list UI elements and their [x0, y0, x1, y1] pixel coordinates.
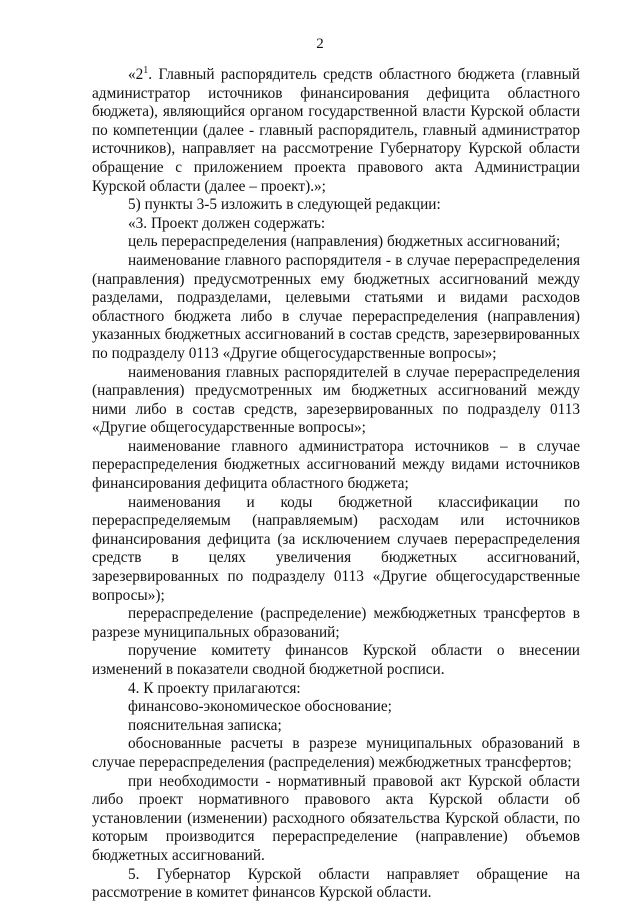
paragraph: перераспределение (распределение) межбюджетных трансфертов в разрезе муниципальных образований;	[92, 605, 580, 641]
paragraph: «3. Проект должен содержать:	[128, 214, 326, 232]
paragraph: наименования и коды бюджетной классификации по перераспределяемым (направляемым) расходам или источников финансирования дефицита (за исключением случаев перераспределения средств в целях увеличения бюджетных ассигнований, зарезервированных по подразделу 0113 «Другие общегосударственные вопросы»);	[92, 493, 580, 604]
paragraph: наименования главных распорядителей в случае перераспределения (направления) предусмотренных им бюджетных ассигнований между ними либо в состав средств, зарезервированных по подразделу 0113 «Другие общегосударственные вопросы»;	[92, 363, 580, 437]
document-body	[92, 66, 580, 903]
paragraph: при необходимости - нормативный правовой акт Курской области либо проект нормативного правового акта Курской области об установлении (изменении) расходного обязательства Курской области, по которым производится перераспределение (направление) объемов бюджетных ассигнований.	[92, 772, 580, 864]
paragraph: 5) пункты 3-5 изложить в следующей редакции:	[128, 196, 441, 214]
paragraph: наименование главного администратора источников – в случае перераспределения бюджетных ассигнований между видами источников финансирования дефицита областного бюджета;	[92, 437, 580, 493]
paragraph-prefix: «2	[128, 66, 144, 83]
page-number: 2	[316, 36, 324, 52]
paragraph: 5. Губернатор Курской области направляет обращение на рассмотрение в комитет финансов Курской области.	[92, 865, 580, 902]
superscript-index: 1	[143, 64, 149, 76]
paragraph: финансово-экономическое обоснование;	[128, 698, 392, 716]
paragraph: поручение комитету финансов Курской области о внесении изменений в показатели сводной бюджетной росписи.	[92, 642, 580, 678]
paragraph: цель перераспределения (направления) бюджетных ассигнований;	[128, 233, 561, 251]
paragraph: пояснительная записка;	[128, 716, 282, 734]
paragraph: наименование главного распорядителя - в случае перераспределения (направления) предусмотренных ему бюджетных ассигнований между разделами, подразделами, целевыми статьями и видами расходов областного бюджета либо в случае перераспределения (направления) указанных бюджетных ассигнований в состав средств, зарезервированных по подразделу 0113 «Другие общегосударственные вопросы»;	[92, 251, 580, 362]
paragraph: обоснованные расчеты в разрезе муниципальных образований в случае перераспределения (распределения) межбюджетных трансфертов;	[92, 735, 580, 771]
paragraph-text: . Главный распорядитель средств областного бюджета (главный администратор источников финансирования дефицита областного бюджета), являющийся органом государственной власти Курской области по компетенции (далее - главный распорядитель, главный администратор источников), направляет на рассмотрение Губернатору Курской области обращение с приложением проекта правового акта Администрации Курской области (далее – проект).»;	[92, 66, 580, 195]
paragraph: 4. К проекту прилагаются:	[128, 679, 301, 697]
paragraph-article-2-1	[92, 66, 580, 196]
